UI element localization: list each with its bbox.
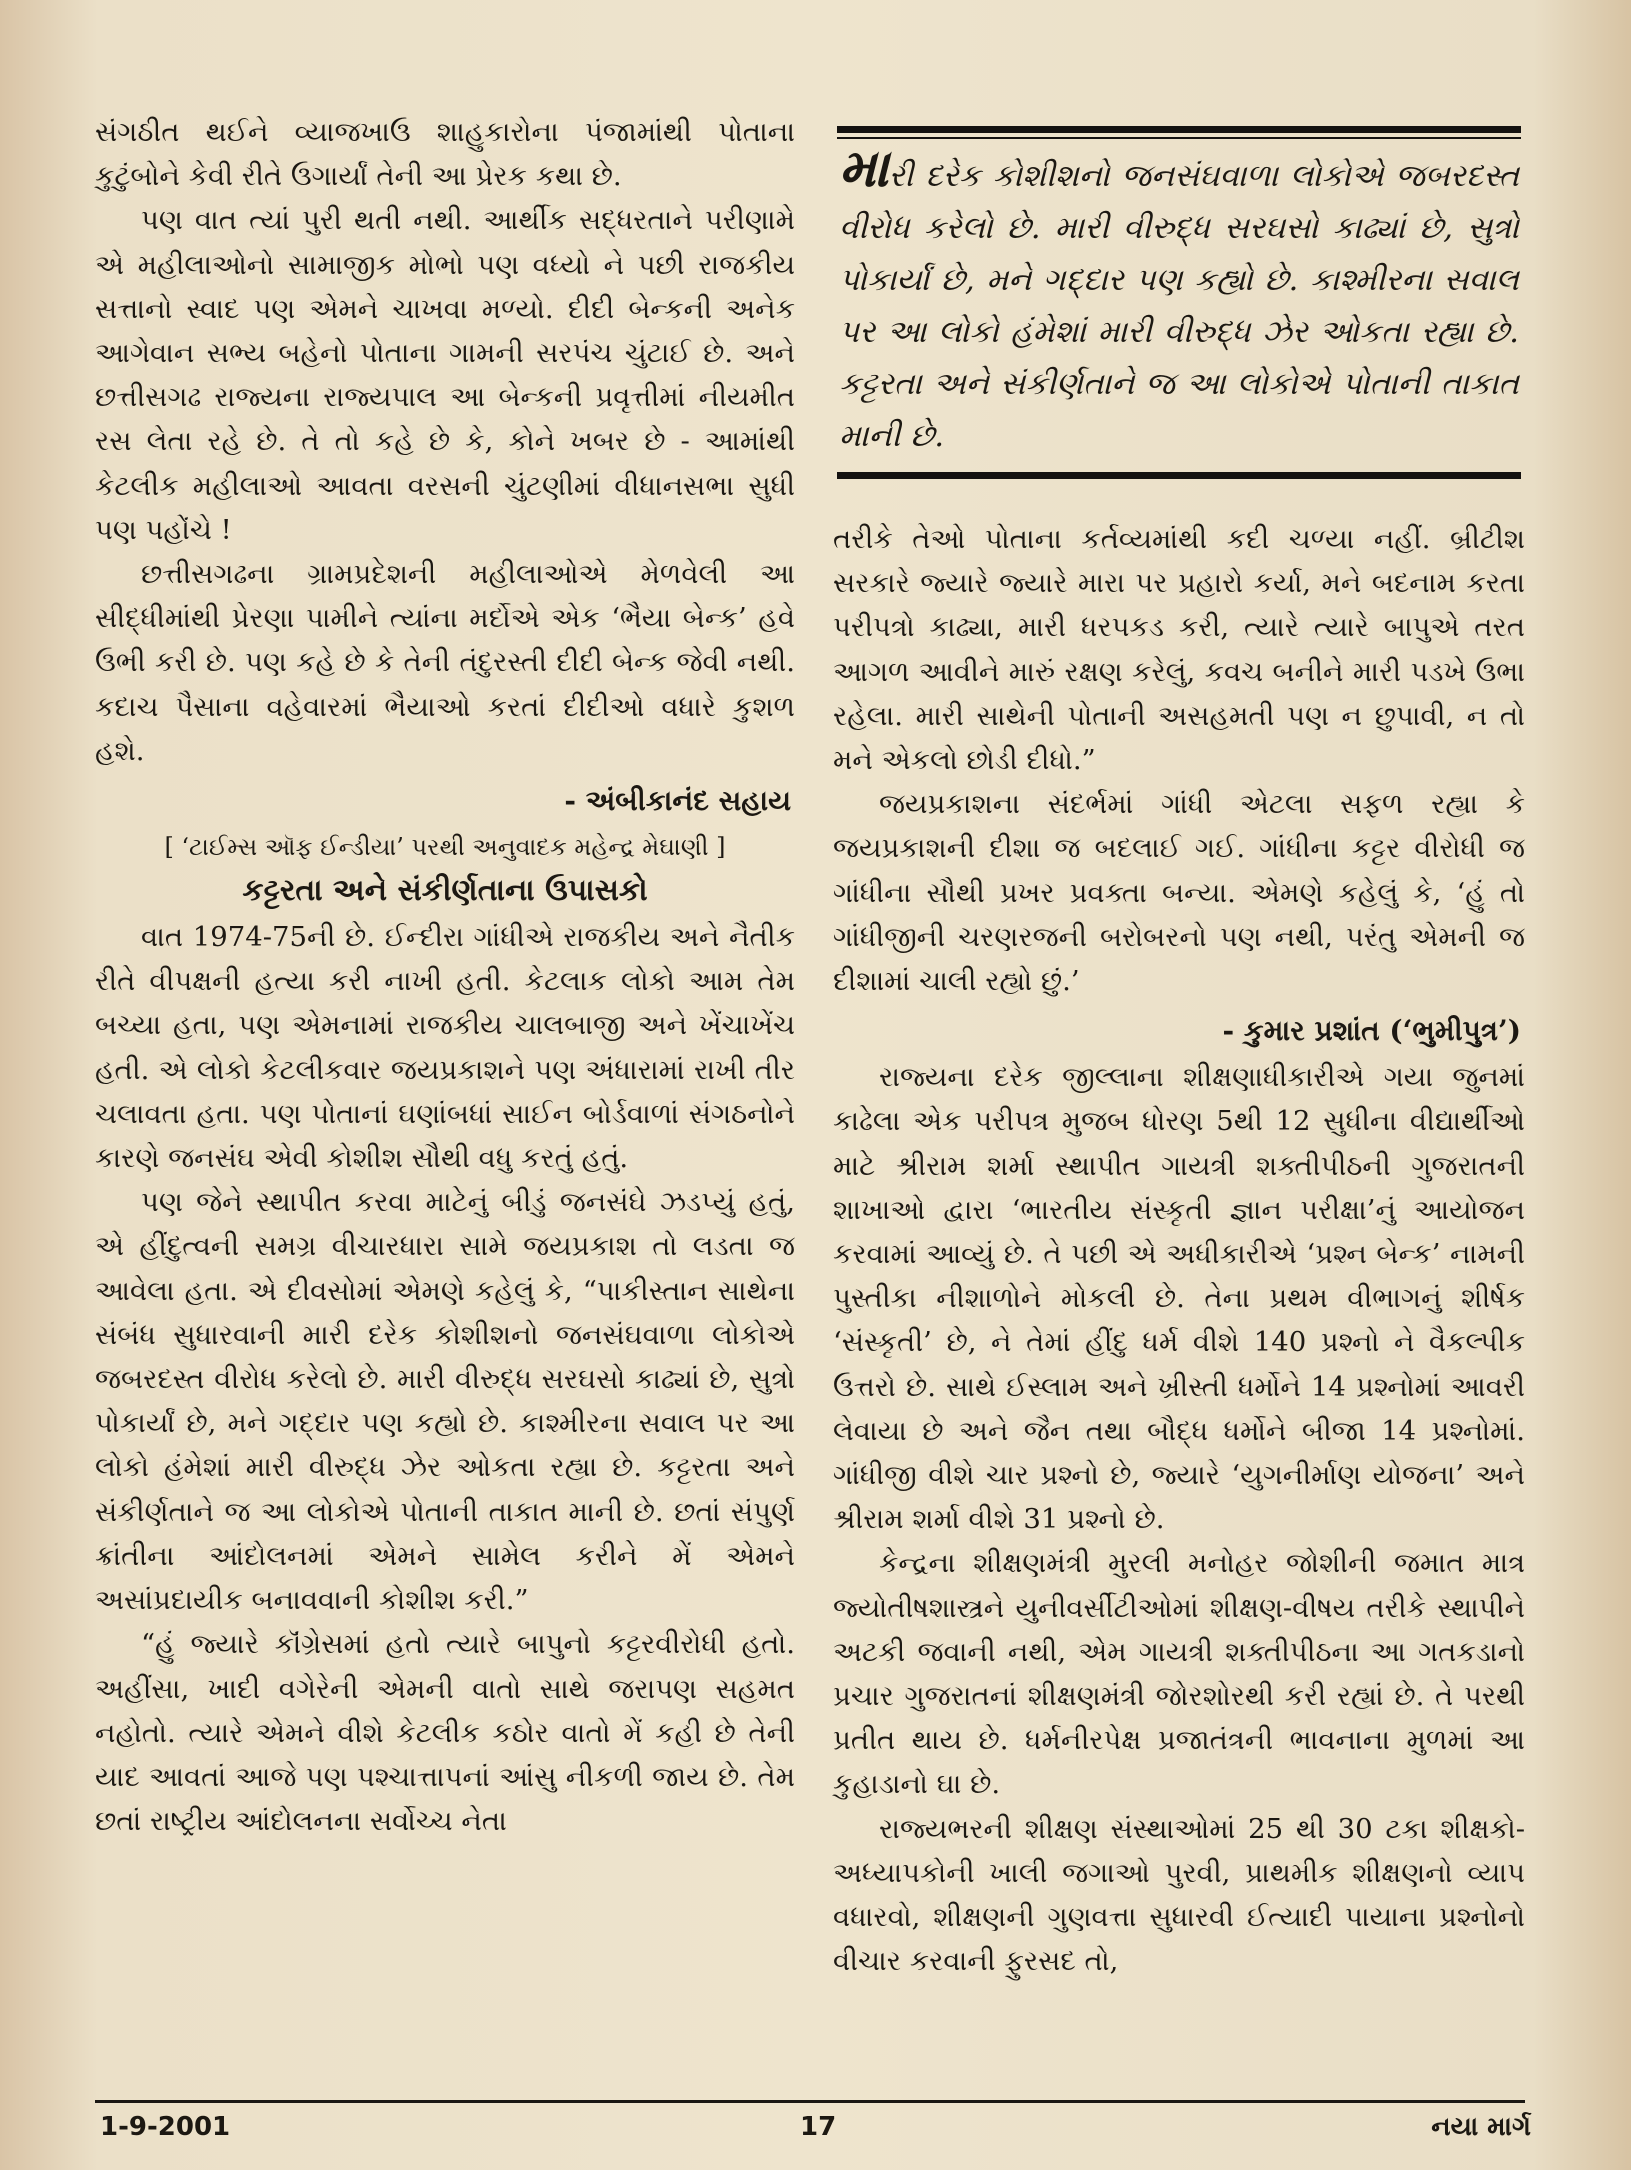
paragraph: કેન્દ્રના શીક્ષણમંત્રી મુરલી મનોહર જોશીની જમાત માત્ર જ્યોતીષશાસ્ત્રને યુનીવર્સીટીઓમાં શીક્ષણ-વીષય તરીકે સ્થાપીને અટકી જવાની નથી, એમ ગાયત્રી શક્તીપીઠના આ ગતકડાનો પ્રચાર ગુજરાતનાં શીક્ષણમંત્રી જોરશોરથી કરી રહ્યાં છે. તે પરથી પ્રતીત થાય છે. ધર્મનીરપેક્ષ પ્રજાતંત્રની ભાવનાના મુળમાં આ કુહાડાનો ઘા છે.	[833, 1547, 1525, 1801]
pull-quote-body: રી દરેક કોશીશનો જનસંઘવાળા લોકોએ જબરદસ્ત વીરોધ કરેલો છે. મારી વીરુદ્ધ સરઘસો કાઢ્યાં છે, સુત્રો પોકાર્યાં છે, મને ગદ્દાર પણ કહ્યો છે. કાશ્મીરના સવાલ પર આ લોકો હંમેશાં મારી વીરુદ્ધ ઝેર ઓકતા રહ્યા છે. કટ્ટરતા અને સંકીર્ણતાને જ આ લોકોએ પોતાની તાકાત માની છે.	[839, 158, 1519, 454]
paragraph: પણ જેને સ્થાપીત કરવા માટેનું બીડું જનસંઘે ઝડપ્યું હતું, એ હીંદુત્વની સમગ્ર વીચારધારા સામે જયપ્રકાશ તો લડતા જ આવેલા હતા. એ દીવસોમાં એમણે કહેલું કે, “પાકીસ્તાન સાથેના સંબંધ સુધારવાની મારી દરેક કોશીશનો જનસંઘવાળા લોકોએ જબરદસ્ત વીરોધ કરેલો છે. મારી વીરુદ્ધ સરઘસો કાઢ્યાં છે, સુત્રો પોકાર્યાં છે, મને ગદ્દાર પણ કહ્યો છે. કાશ્મીરના સવાલ પર આ લોકો હંમેશાં મારી વીરુદ્ધ ઝેર ઓકતા રહ્યા છે. કટ્ટરતા અને સંકીર્ણતાને જ આ લોકોએ પોતાની તાકાત માની છે. છતાં સંપુર્ણ ક્રાંતીના આંદોલનમાં એમને સામેલ કરીને મેં એમને અસાંપ્રદાયીક બનાવવાની કોશીશ કરી.”	[95, 1186, 795, 1617]
pull-quote-text	[839, 138, 1519, 462]
right-column	[833, 110, 1525, 1984]
page-number: 17	[800, 2112, 837, 2142]
pull-quote	[833, 110, 1525, 497]
paragraph: “હું જ્યારે કૉંગ્રેસમાં હતો ત્યારે બાપુનો કટ્ટરવીરોધી હતો. અહીંસા, ખાદી વગેરેની એમની વાતો સાથે જરાપણ સહમત નહોતો. ત્યારે એમને વીશે કેટલીક કઠોર વાતો મેં કહી છે તેની યાદ આવતાં આજે પણ પશ્ચાત્તાપનાં આંસુ નીકળી જાય છે. તેમ છતાં રાષ્ટ્રીય આંદોલનના સર્વોચ્ચ નેતા	[95, 1628, 795, 1838]
paragraph: છત્તીસગઢના ગ્રામપ્રદેશની મહીલાઓએ મેળવેલી આ સીદ્ધીમાંથી પ્રેરણા પામીને ત્યાંના મર્દોએ એક ‘ભૈયા બેન્ક’ હવે ઉભી કરી છે. પણ કહે છે કે તેની તંદુરસ્તી દીદી બેન્ક જેવી નથી. કદાચ પૈસાના વહેવારમાં ભૈયાઓ કરતાં દીદીઓ વધારે કુશળ હશે.	[95, 558, 795, 767]
paragraph: તરીકે તેઓ પોતાના કર્તવ્યમાંથી કદી ચળ્યા નહીં. બ્રીટીશ સરકારે જ્યારે જ્યારે મારા પર પ્રહારો કર્યા, મને બદનામ કરતા પરીપત્રો કાઢ્યા, મારી ધરપકડ કરી, ત્યારે ત્યારે બાપુએ તરત આગળ આવીને મારું રક્ષણ કરેલું, કવચ બનીને મારી પડખે ઉભા રહેલા. મારી સાથેની પોતાની અસહમતી પણ ન છુપાવી, ન તો મને એકલો છોડી દીધો.”	[833, 523, 1525, 777]
paragraph: રાજ્યના દરેક જીલ્લાના શીક્ષણાધીકારીએ ગયા જુનમાં કાઢેલા એક પરીપત્ર મુજબ ધોરણ 5થી 12 સુધીના વીદ્યાર્થીઓ માટે શ્રીરામ શર્મા સ્થાપીત ગાયત્રી શક્તીપીઠની ગુજરાતની શાખાઓ દ્વારા ‘ભારતીય સંસ્કૃતી જ્ઞાન પરીક્ષા’નું આયોજન કરવામાં આવ્યું છે. તે પછી એ અધીકારીએ ‘પ્રશ્ન બેન્ક’ નામની પુસ્તીકા નીશાળોને મોકલી છે. તેના પ્રથમ વીભાગનું શીર્ષક ‘સંસ્કૃતી’ છે, ને તેમાં હીંદુ ધર્મ વીશે 140 પ્રશ્નો ને વૈકલ્પીક ઉત્તરો છે. સાથે ઈસ્લામ અને ખ્રીસ્તી ધર્મોને 14 પ્રશ્નોમાં આવરી લેવાયા છે અને જૈન તથા બૌદ્ધ ધર્મોને બીજા 14 પ્રશ્નોમાં. ગાંધીજી વીશે ચાર પ્રશ્નો છે, જ્યારે ‘યુગનીર્માણ યોજના’ અને શ્રીરામ શર્મા વીશે 31 પ્રશ્નો છે.	[833, 1061, 1525, 1536]
quote-top-rule-thin	[837, 137, 1521, 139]
paragraph: સંગઠીત થઈને વ્યાજખાઉ શાહુકારોના પંજામાંથી પોતાના કુટુંબોને કેવી રીતે ઉગાર્યાં તેની આ પ્રેરક કથા છે.	[95, 116, 795, 193]
drop-cap: મા	[839, 138, 889, 199]
left-column	[95, 110, 795, 1843]
footer-rule	[95, 2100, 1525, 2103]
author-signature: - અંબીકાનંદ સહાય	[564, 784, 791, 818]
magazine-name: નયા માર્ગ	[1431, 2112, 1531, 2142]
section-heading: કટ્ટરતા અને સંકીર્ણતાના ઉપાસકો	[242, 873, 648, 909]
paragraph: રાજ્યભરની શીક્ષણ સંસ્થાઓમાં 25 થી 30 ટકા શીક્ષકો-અધ્યાપકોની ખાલી જગાઓ પુરવી, પ્રાથમીક શીક્ષણનો વ્યાપ વધારવો, શીક્ષણની ગુણવત્તા સુધારવી ઈત્યાદી પાયાના પ્રશ્નોનો વીચાર કરવાની ફુરસદ તો,	[833, 1812, 1525, 1978]
paragraph: જયપ્રકાશના સંદર્ભમાં ગાંધી એટલા સફળ રહ્યા કે જયપ્રકાશની દીશા જ બદલાઈ ગઈ. ગાંધીના કટ્ટર વીરોધી જ ગાંધીના સૌથી પ્રખર પ્રવક્તા બન્યા. એમણે કહેલું કે, ‘હું તો ગાંધીજીની ચરણરજની બરોબરનો પણ નથી, પરંતુ એમની જ દીશામાં ચાલી રહ્યો છું.’	[833, 788, 1525, 998]
quote-top-rule	[837, 126, 1521, 133]
paragraph: વાત 1974-75ની છે. ઈન્દીરા ગાંધીએ રાજકીય અને નૈતીક રીતે વીપક્ષની હત્યા કરી નાખી હતી. કેટલાક લોકો આમ તેમ બચ્યા હતા, પણ એમનામાં રાજકીય ચાલબાજી અને ખેંચાખેંચ હતી. એ લોકો કેટલીકવાર જયપ્રકાશને પણ અંધારામાં રાખી તીર ચલાવતા હતા. પણ પોતાનાં ઘણાંબધાં સાઈન બોર્ડવાળાં સંગઠનોને કારણે જનસંઘ એવી કોશીશ સૌથી વધુ કરતું હતું.	[95, 921, 795, 1175]
author-signature: - કુમાર પ્રશાંત (‘ભુમીપુત્ર’)	[1222, 1014, 1521, 1048]
footer-date: 1-9-2001	[100, 2112, 231, 2142]
translation-credit: [ ‘ટાઈમ્સ ઑફ ઈન્ડીયા’ પરથી અનુવાદક મહેન્દ્ર મેઘાણી ]	[164, 833, 726, 862]
quote-bottom-rule	[837, 472, 1521, 479]
paragraph: પણ વાત ત્યાં પુરી થતી નથી. આર્થીક સદ્ધરતાને પરીણામે એ મહીલાઓનો સામાજીક મોભો પણ વધ્યો ને પછી રાજકીય સત્તાનો સ્વાદ પણ એમને ચાખવા મળ્યો. દીદી બેન્કની અનેક આગેવાન સભ્ય બહેનો પોતાના ગામની સરપંચ ચુંટાઈ છે. અને છત્તીસગઢ રાજ્યના રાજ્યપાલ આ બેન્કની પ્રવૃત્તીમાં નીયમીત રસ લેતા રહે છે. તે તો કહે છે કે, કોને ખબર છે - આમાંથી કેટલીક મહીલાઓ આવતા વરસની ચુંટણીમાં વીધાનસભા સુધી પણ પહોંચે !	[95, 204, 795, 546]
